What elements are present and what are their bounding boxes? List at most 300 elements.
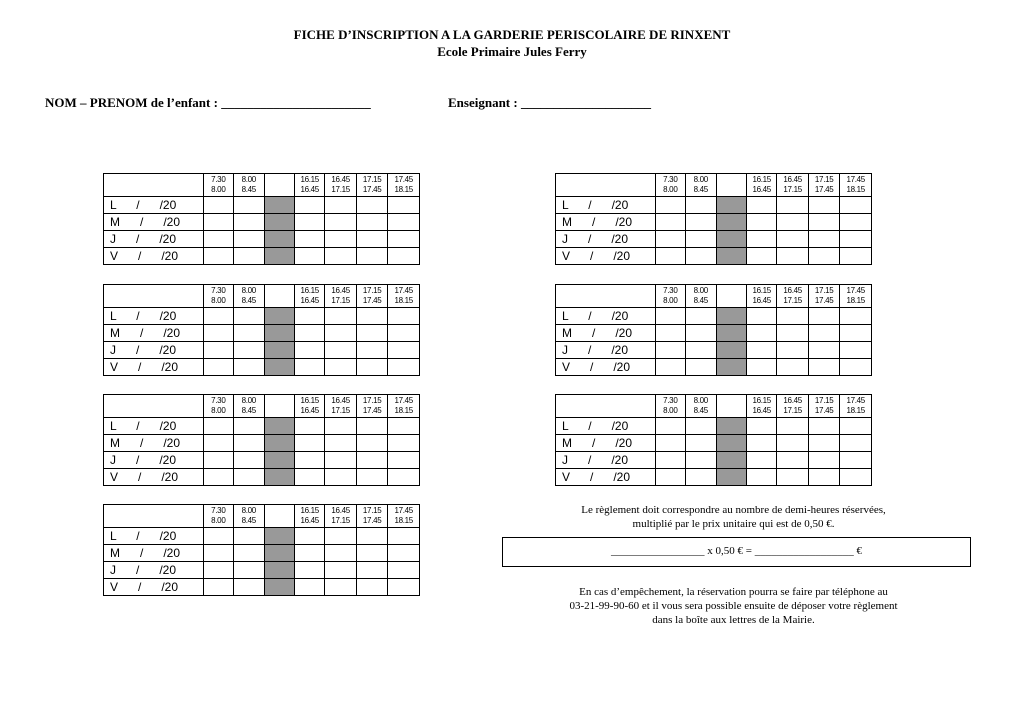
unavailable-slot-cell (264, 469, 294, 486)
slot-checkbox-cell[interactable] (840, 308, 872, 325)
time-slot-end: 17.45 (362, 185, 382, 194)
day-label: J / /20 (104, 231, 204, 248)
time-slot-start: 17.15 (362, 506, 382, 515)
slot-checkbox-cell[interactable] (294, 308, 324, 325)
slot-checkbox-cell[interactable] (655, 342, 685, 359)
slot-checkbox-cell[interactable] (325, 214, 356, 231)
time-slot-end: 8.45 (241, 185, 256, 194)
time-slot-header (808, 285, 839, 308)
time-slot-header (655, 285, 685, 308)
slot-checkbox-cell[interactable] (777, 435, 808, 452)
unavailable-slot-cell (716, 197, 746, 214)
slot-checkbox-cell[interactable] (686, 308, 716, 325)
time-slot-start: 16.45 (331, 396, 350, 405)
slot-checkbox-cell[interactable] (356, 197, 387, 214)
slot-checkbox-cell[interactable] (777, 308, 808, 325)
slot-checkbox-cell[interactable] (203, 435, 233, 452)
slot-checkbox-cell[interactable] (746, 359, 776, 376)
slot-checkbox-cell[interactable] (655, 452, 685, 469)
time-slot-start: 17.45 (846, 175, 865, 184)
slot-checkbox-cell[interactable] (388, 528, 420, 545)
time-header-row (104, 395, 420, 418)
time-slot-end: 17.45 (814, 406, 834, 415)
payment-calculation-field[interactable]: _________________ x 0,50 € = __________________ € (611, 545, 862, 557)
time-slot-end: 16.45 (300, 516, 319, 525)
slot-checkbox-cell[interactable] (203, 214, 233, 231)
day-row (104, 248, 420, 265)
time-slot-header (203, 505, 233, 528)
school-name: Ecole Primaire Jules Ferry (437, 44, 587, 59)
time-slot-end: 18.15 (394, 516, 413, 525)
slot-checkbox-cell[interactable] (840, 197, 872, 214)
time-slot-start: 16.45 (783, 175, 802, 184)
day-label: M / /20 (104, 545, 204, 562)
schedule-grid-week-6 (555, 284, 872, 376)
slot-checkbox-cell[interactable] (325, 528, 356, 545)
slot-checkbox-cell[interactable] (294, 342, 324, 359)
slot-checkbox-cell[interactable] (808, 214, 839, 231)
slot-checkbox-cell[interactable] (294, 248, 324, 265)
time-slot-header (840, 395, 872, 418)
time-slot-end: 16.45 (300, 185, 319, 194)
slot-checkbox-cell[interactable] (325, 231, 356, 248)
slot-checkbox-cell[interactable] (655, 308, 685, 325)
slot-checkbox-cell[interactable] (203, 579, 233, 596)
time-slot-header (716, 395, 746, 418)
time-slot-header (840, 174, 872, 197)
slot-checkbox-cell[interactable] (840, 435, 872, 452)
slot-checkbox-cell[interactable] (655, 325, 685, 342)
slot-checkbox-cell[interactable] (234, 579, 264, 596)
schedule-table (103, 504, 420, 596)
time-slot-start: 8.00 (241, 175, 256, 184)
slot-checkbox-cell[interactable] (777, 325, 808, 342)
unavailable-slot-cell (264, 214, 294, 231)
time-slot-header (325, 505, 356, 528)
slot-checkbox-cell[interactable] (746, 418, 776, 435)
time-slot-header (264, 505, 294, 528)
time-slot-header (234, 395, 264, 418)
unavailable-slot-cell (264, 579, 294, 596)
time-slot-end: 8.00 (211, 296, 226, 305)
slot-checkbox-cell[interactable] (356, 214, 387, 231)
slot-checkbox-cell[interactable] (203, 197, 233, 214)
slot-checkbox-cell[interactable] (203, 469, 233, 486)
slot-checkbox-cell[interactable] (388, 562, 420, 579)
time-slot-header (388, 505, 420, 528)
time-slot-header (716, 174, 746, 197)
slot-checkbox-cell[interactable] (388, 579, 420, 596)
slot-checkbox-cell[interactable] (840, 248, 872, 265)
contact-info (500, 585, 967, 627)
time-slot-start: 17.15 (362, 396, 382, 405)
slot-checkbox-cell[interactable] (356, 545, 387, 562)
slot-checkbox-cell[interactable] (203, 231, 233, 248)
slot-checkbox-cell[interactable] (294, 435, 324, 452)
day-label: V / /20 (104, 359, 204, 376)
day-label: L / /20 (104, 418, 204, 435)
slot-checkbox-cell[interactable] (388, 435, 420, 452)
slot-checkbox-cell[interactable] (294, 452, 324, 469)
slot-checkbox-cell[interactable] (294, 579, 324, 596)
slot-checkbox-cell[interactable] (294, 528, 324, 545)
time-slot-start: 16.45 (331, 175, 350, 184)
slot-checkbox-cell[interactable] (234, 197, 264, 214)
day-label: V / /20 (556, 359, 656, 376)
slot-checkbox-cell[interactable] (686, 214, 716, 231)
slot-checkbox-cell[interactable] (234, 545, 264, 562)
slot-checkbox-cell[interactable] (325, 418, 356, 435)
slot-checkbox-cell[interactable] (808, 469, 839, 486)
slot-checkbox-cell[interactable] (325, 469, 356, 486)
slot-checkbox-cell[interactable] (325, 325, 356, 342)
unavailable-slot-cell (264, 342, 294, 359)
time-slot-header (388, 285, 420, 308)
unavailable-slot-cell (264, 435, 294, 452)
slot-checkbox-cell[interactable] (294, 214, 324, 231)
unavailable-slot-cell (264, 452, 294, 469)
slot-checkbox-cell[interactable] (808, 342, 839, 359)
slot-checkbox-cell[interactable] (777, 197, 808, 214)
contact-line: 03-21-99-90-60 et il vous sera possible ensuite de déposer votre règlement (569, 600, 898, 612)
slot-checkbox-cell[interactable] (686, 325, 716, 342)
time-slot-start: 16.45 (783, 396, 802, 405)
slot-checkbox-cell[interactable] (356, 469, 387, 486)
slot-checkbox-cell[interactable] (234, 342, 264, 359)
time-slot-header (264, 285, 294, 308)
slot-checkbox-cell[interactable] (325, 545, 356, 562)
slot-checkbox-cell[interactable] (294, 469, 324, 486)
slot-checkbox-cell[interactable] (356, 359, 387, 376)
day-label: L / /20 (556, 418, 656, 435)
child-name-field[interactable]: NOM – PRENOM de l’enfant : _______________________ (45, 95, 371, 110)
time-slot-start: 7.30 (211, 506, 226, 515)
day-label: L / /20 (104, 528, 204, 545)
payment-rule-line: Le règlement doit correspondre au nombre de demi-heures réservées, (581, 504, 886, 516)
slot-checkbox-cell[interactable] (746, 248, 776, 265)
slot-checkbox-cell[interactable] (203, 562, 233, 579)
schedule-table (103, 284, 420, 376)
day-label: L / /20 (556, 197, 656, 214)
header-corner-cell (104, 285, 204, 308)
slot-checkbox-cell[interactable] (388, 325, 420, 342)
slot-checkbox-cell[interactable] (840, 214, 872, 231)
slot-checkbox-cell[interactable] (777, 342, 808, 359)
time-slot-end: 17.15 (783, 406, 802, 415)
slot-checkbox-cell[interactable] (203, 359, 233, 376)
time-slot-header (234, 174, 264, 197)
slot-checkbox-cell[interactable] (388, 342, 420, 359)
time-slot-header (294, 505, 324, 528)
unavailable-slot-cell (716, 418, 746, 435)
slot-checkbox-cell[interactable] (686, 452, 716, 469)
day-label: V / /20 (104, 579, 204, 596)
unavailable-slot-cell (264, 562, 294, 579)
time-slot-header (686, 174, 716, 197)
slot-checkbox-cell[interactable] (203, 342, 233, 359)
day-row (104, 528, 420, 545)
slot-checkbox-cell[interactable] (203, 528, 233, 545)
schedule-grid-week-2 (103, 284, 420, 376)
slot-checkbox-cell[interactable] (388, 197, 420, 214)
time-slot-start: 7.30 (211, 175, 226, 184)
slot-checkbox-cell[interactable] (686, 342, 716, 359)
slot-checkbox-cell[interactable] (808, 452, 839, 469)
slot-checkbox-cell[interactable] (325, 579, 356, 596)
time-slot-start: 8.00 (241, 506, 256, 515)
header-corner-cell (104, 395, 204, 418)
time-slot-header (234, 285, 264, 308)
slot-checkbox-cell[interactable] (388, 231, 420, 248)
time-slot-end: 8.45 (241, 406, 256, 415)
time-slot-start: 17.15 (814, 396, 834, 405)
day-row (556, 418, 872, 435)
schedule-table (555, 284, 872, 376)
slot-checkbox-cell[interactable] (294, 359, 324, 376)
time-slot-end: 16.45 (752, 185, 771, 194)
slot-checkbox-cell[interactable] (777, 359, 808, 376)
slot-checkbox-cell[interactable] (203, 325, 233, 342)
slot-checkbox-cell[interactable] (356, 342, 387, 359)
slot-checkbox-cell[interactable] (777, 231, 808, 248)
slot-checkbox-cell[interactable] (294, 197, 324, 214)
time-slot-end: 8.45 (693, 185, 708, 194)
slot-checkbox-cell[interactable] (325, 359, 356, 376)
time-slot-start: 7.30 (663, 396, 678, 405)
slot-checkbox-cell[interactable] (840, 418, 872, 435)
slot-checkbox-cell[interactable] (746, 308, 776, 325)
day-row (556, 197, 872, 214)
time-slot-end: 8.45 (693, 406, 708, 415)
slot-checkbox-cell[interactable] (234, 562, 264, 579)
time-header-row (104, 285, 420, 308)
slot-checkbox-cell[interactable] (840, 231, 872, 248)
slot-checkbox-cell[interactable] (808, 231, 839, 248)
slot-checkbox-cell[interactable] (808, 325, 839, 342)
slot-checkbox-cell[interactable] (777, 469, 808, 486)
unavailable-slot-cell (716, 248, 746, 265)
slot-checkbox-cell[interactable] (234, 231, 264, 248)
day-label: J / /20 (556, 342, 656, 359)
slot-checkbox-cell[interactable] (356, 562, 387, 579)
slot-checkbox-cell[interactable] (686, 231, 716, 248)
time-slot-start: 17.15 (814, 175, 834, 184)
slot-checkbox-cell[interactable] (840, 359, 872, 376)
slot-checkbox-cell[interactable] (203, 418, 233, 435)
slot-checkbox-cell[interactable] (388, 248, 420, 265)
time-slot-end: 18.15 (394, 185, 413, 194)
slot-checkbox-cell[interactable] (325, 435, 356, 452)
day-row (556, 231, 872, 248)
slot-checkbox-cell[interactable] (840, 342, 872, 359)
slot-checkbox-cell[interactable] (808, 308, 839, 325)
slot-checkbox-cell[interactable] (777, 214, 808, 231)
time-slot-header (808, 395, 839, 418)
slot-checkbox-cell[interactable] (388, 469, 420, 486)
slot-checkbox-cell[interactable] (388, 452, 420, 469)
slot-checkbox-cell[interactable] (356, 308, 387, 325)
slot-checkbox-cell[interactable] (294, 562, 324, 579)
day-label: V / /20 (104, 469, 204, 486)
slot-checkbox-cell[interactable] (356, 435, 387, 452)
time-slot-end: 17.15 (331, 296, 350, 305)
slot-checkbox-cell[interactable] (686, 359, 716, 376)
slot-checkbox-cell[interactable] (388, 359, 420, 376)
time-slot-header (686, 395, 716, 418)
slot-checkbox-cell[interactable] (234, 469, 264, 486)
slot-checkbox-cell[interactable] (655, 231, 685, 248)
slot-checkbox-cell[interactable] (234, 308, 264, 325)
slot-checkbox-cell[interactable] (294, 325, 324, 342)
slot-checkbox-cell[interactable] (356, 248, 387, 265)
slot-checkbox-cell[interactable] (388, 214, 420, 231)
time-slot-start: 16.15 (752, 286, 771, 295)
slot-checkbox-cell[interactable] (840, 325, 872, 342)
day-label: M / /20 (556, 325, 656, 342)
unavailable-slot-cell (264, 248, 294, 265)
time-slot-header (234, 505, 264, 528)
slot-checkbox-cell[interactable] (234, 325, 264, 342)
slot-checkbox-cell[interactable] (294, 418, 324, 435)
slot-checkbox-cell[interactable] (746, 435, 776, 452)
slot-checkbox-cell[interactable] (356, 528, 387, 545)
slot-checkbox-cell[interactable] (746, 214, 776, 231)
slot-checkbox-cell[interactable] (746, 325, 776, 342)
unavailable-slot-cell (264, 359, 294, 376)
slot-checkbox-cell[interactable] (655, 214, 685, 231)
day-label: M / /20 (104, 325, 204, 342)
day-row (104, 231, 420, 248)
time-slot-start: 7.30 (211, 286, 226, 295)
slot-checkbox-cell[interactable] (356, 579, 387, 596)
slot-checkbox-cell[interactable] (655, 248, 685, 265)
slot-checkbox-cell[interactable] (777, 418, 808, 435)
time-header-row (556, 285, 872, 308)
slot-checkbox-cell[interactable] (203, 248, 233, 265)
time-slot-end: 17.15 (331, 516, 350, 525)
slot-checkbox-cell[interactable] (234, 359, 264, 376)
slot-checkbox-cell[interactable] (325, 562, 356, 579)
time-slot-start: 16.45 (331, 286, 350, 295)
time-slot-end: 8.45 (241, 296, 256, 305)
slot-checkbox-cell[interactable] (840, 452, 872, 469)
unavailable-slot-cell (264, 418, 294, 435)
time-slot-header (746, 395, 776, 418)
slot-checkbox-cell[interactable] (686, 435, 716, 452)
slot-checkbox-cell[interactable] (388, 418, 420, 435)
slot-checkbox-cell[interactable] (356, 231, 387, 248)
slot-checkbox-cell[interactable] (808, 435, 839, 452)
slot-checkbox-cell[interactable] (356, 418, 387, 435)
slot-checkbox-cell[interactable] (325, 308, 356, 325)
slot-checkbox-cell[interactable] (746, 469, 776, 486)
slot-checkbox-cell[interactable] (686, 418, 716, 435)
time-slot-end: 17.45 (814, 296, 834, 305)
time-slot-end: 8.00 (663, 406, 678, 415)
unavailable-slot-cell (264, 325, 294, 342)
slot-checkbox-cell[interactable] (777, 452, 808, 469)
slot-checkbox-cell[interactable] (746, 197, 776, 214)
teacher-field[interactable]: Enseignant : ____________________ (448, 95, 651, 110)
slot-checkbox-cell[interactable] (294, 545, 324, 562)
slot-checkbox-cell[interactable] (655, 359, 685, 376)
slot-checkbox-cell[interactable] (777, 248, 808, 265)
time-slot-header (388, 174, 420, 197)
slot-checkbox-cell[interactable] (808, 248, 839, 265)
slot-checkbox-cell[interactable] (356, 452, 387, 469)
slot-checkbox-cell[interactable] (746, 231, 776, 248)
slot-checkbox-cell[interactable] (746, 342, 776, 359)
slot-checkbox-cell[interactable] (234, 248, 264, 265)
time-slot-end: 8.00 (663, 296, 678, 305)
slot-checkbox-cell[interactable] (203, 545, 233, 562)
time-slot-end: 8.00 (211, 185, 226, 194)
slot-checkbox-cell[interactable] (686, 469, 716, 486)
slot-checkbox-cell[interactable] (325, 197, 356, 214)
slot-checkbox-cell[interactable] (325, 342, 356, 359)
slot-checkbox-cell[interactable] (356, 325, 387, 342)
slot-checkbox-cell[interactable] (294, 231, 324, 248)
slot-checkbox-cell[interactable] (655, 418, 685, 435)
time-slot-start: 8.00 (693, 286, 708, 295)
slot-checkbox-cell[interactable] (234, 528, 264, 545)
slot-checkbox-cell[interactable] (234, 214, 264, 231)
slot-checkbox-cell[interactable] (234, 435, 264, 452)
time-slot-end: 16.45 (752, 296, 771, 305)
unavailable-slot-cell (716, 469, 746, 486)
time-slot-end: 17.15 (331, 185, 350, 194)
slot-checkbox-cell[interactable] (686, 197, 716, 214)
day-row (104, 435, 420, 452)
day-row (104, 197, 420, 214)
time-slot-end: 8.00 (211, 406, 226, 415)
slot-checkbox-cell[interactable] (808, 418, 839, 435)
payment-rule (500, 503, 967, 531)
slot-checkbox-cell[interactable] (203, 452, 233, 469)
slot-checkbox-cell[interactable] (686, 248, 716, 265)
slot-checkbox-cell[interactable] (388, 308, 420, 325)
day-row (104, 579, 420, 596)
slot-checkbox-cell[interactable] (234, 452, 264, 469)
slot-checkbox-cell[interactable] (655, 469, 685, 486)
slot-checkbox-cell[interactable] (655, 197, 685, 214)
slot-checkbox-cell[interactable] (234, 418, 264, 435)
time-slot-end: 16.45 (752, 406, 771, 415)
slot-checkbox-cell[interactable] (203, 308, 233, 325)
slot-checkbox-cell[interactable] (655, 435, 685, 452)
time-slot-header (294, 174, 324, 197)
time-slot-start: 7.30 (663, 175, 678, 184)
time-slot-header (388, 395, 420, 418)
day-row (104, 325, 420, 342)
time-slot-header (325, 285, 356, 308)
time-slot-header (655, 174, 685, 197)
slot-checkbox-cell[interactable] (325, 452, 356, 469)
slot-checkbox-cell[interactable] (840, 469, 872, 486)
slot-checkbox-cell[interactable] (388, 545, 420, 562)
slot-checkbox-cell[interactable] (808, 197, 839, 214)
time-slot-start: 16.15 (300, 396, 319, 405)
unavailable-slot-cell (264, 231, 294, 248)
schedule-table (555, 173, 872, 265)
slot-checkbox-cell[interactable] (325, 248, 356, 265)
slot-checkbox-cell[interactable] (746, 452, 776, 469)
slot-checkbox-cell[interactable] (808, 359, 839, 376)
time-slot-end: 18.15 (846, 406, 865, 415)
time-slot-start: 17.15 (362, 175, 382, 184)
schedule-grid-week-1 (103, 173, 420, 265)
day-row (104, 308, 420, 325)
